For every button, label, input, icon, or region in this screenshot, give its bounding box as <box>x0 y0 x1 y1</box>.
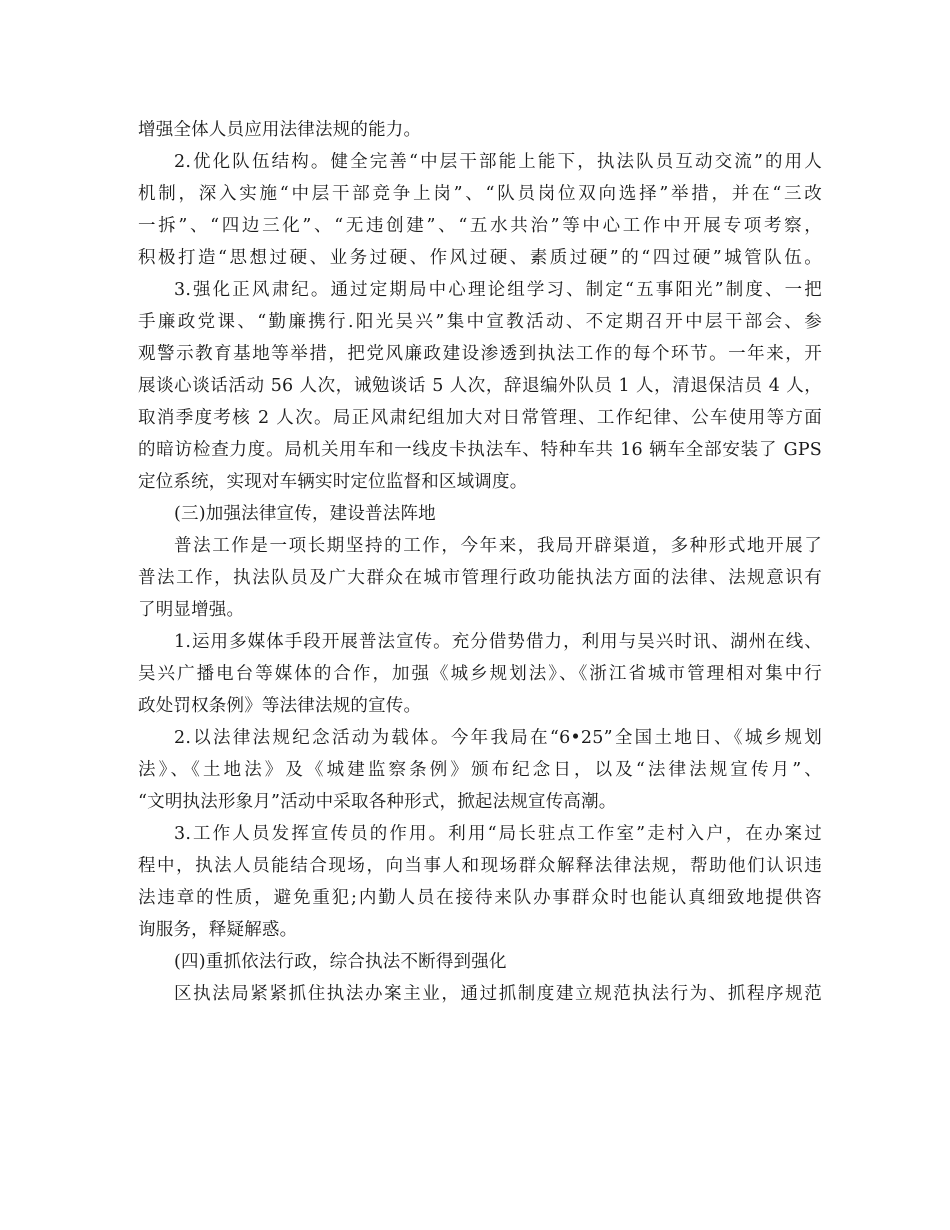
text-line: 法违章的性质，避免重犯;内勤人员在接待来队办事群众时也能认真细致地提供咨 <box>138 888 822 908</box>
text-line: 区执法局紧紧抓住执法办案主业，通过抓制度建立规范执法行为、抓程序规范 <box>174 984 822 1004</box>
text-line: 普法工作是一项长期坚持的工作，今年来，我局开辟渠道，多种形式地开展了 <box>174 536 822 556</box>
section-heading: (四)重抓依法行政，综合执法不断得到强化 <box>174 952 507 972</box>
text-line: 程中，执法人员能结合现场，向当事人和现场群众解释法律法规，帮助他们认识违 <box>138 856 822 876</box>
text-line: 2.以法律法规纪念活动为载体。今年我局在“6•25”全国土地日、《城乡规划 <box>174 728 822 748</box>
text-line: 展谈心谈话活动 56 人次，诫勉谈话 5 人次，辞退编外队员 1 人，清退保洁员 4 人， <box>138 376 822 396</box>
text-line: 定位系统，实现对车辆实时定位监督和区域调度。 <box>138 472 528 492</box>
text-line: 政处罚权条例》等法律法规的宣传。 <box>138 696 422 716</box>
text-line: 2.优化队伍结构。健全完善“中层干部能上能下，执法队员互动交流”的用人 <box>174 152 822 172</box>
text-line: 手廉政党课、“勤廉携行.阳光吴兴”集中宣教活动、不定期召开中层干部会、参 <box>138 312 822 332</box>
text-line: 3.强化正风肃纪。通过定期局中心理论组学习、制定“五事阳光”制度、一把 <box>174 280 822 300</box>
text-line: 一拆”、“四边三化”、“无违创建”、“五水共治”等中心工作中开展专项考察， <box>138 216 822 236</box>
text-line: 观警示教育基地等举措，把党风廉政建设渗透到执法工作的每个环节。一年来，开 <box>138 344 822 364</box>
text-line: 吴兴广播电台等媒体的合作，加强《城乡规划法》、《浙江省城市管理相对集中行 <box>138 664 822 684</box>
text-line: 增强全体人员应用法律法规的能力。 <box>138 120 422 140</box>
text-line: 1.运用多媒体手段开展普法宣传。充分借势借力，利用与吴兴时讯、湖州在线、 <box>174 632 822 652</box>
section-heading: (三)加强法律宣传，建设普法阵地 <box>174 504 436 524</box>
text-line: 法》、《土地法》及《城建监察条例》颁布纪念日，以及“法律法规宣传月”、 <box>138 760 822 780</box>
text-line: 询服务，释疑解惑。 <box>138 920 298 940</box>
text-line: 3.工作人员发挥宣传员的作用。利用“局长驻点工作室”走村入户，在办案过 <box>174 824 822 844</box>
text-line: 积极打造“思想过硬、业务过硬、作风过硬、素质过硬”的“四过硬”城管队伍。 <box>138 248 822 268</box>
text-line: 取消季度考核 2 人次。局正风肃纪组加大对日常管理、工作纪律、公车使用等方面 <box>138 408 822 428</box>
document-body <box>138 114 822 1010</box>
text-line: 机制，深入实施“中层干部竞争上岗”、“队员岗位双向选择”举措，并在“三改 <box>138 184 822 204</box>
text-line: 普法工作，执法队员及广大群众在城市管理行政功能执法方面的法律、法规意识有 <box>138 568 822 588</box>
text-line: “文明执法形象月”活动中采取各种形式，掀起法规宣传高潮。 <box>138 792 617 812</box>
text-line: 的暗访检查力度。局机关用车和一线皮卡执法车、特种车共 16 辆车全部安装了 GPS <box>138 440 822 460</box>
text-line: 了明显增强。 <box>138 600 245 620</box>
